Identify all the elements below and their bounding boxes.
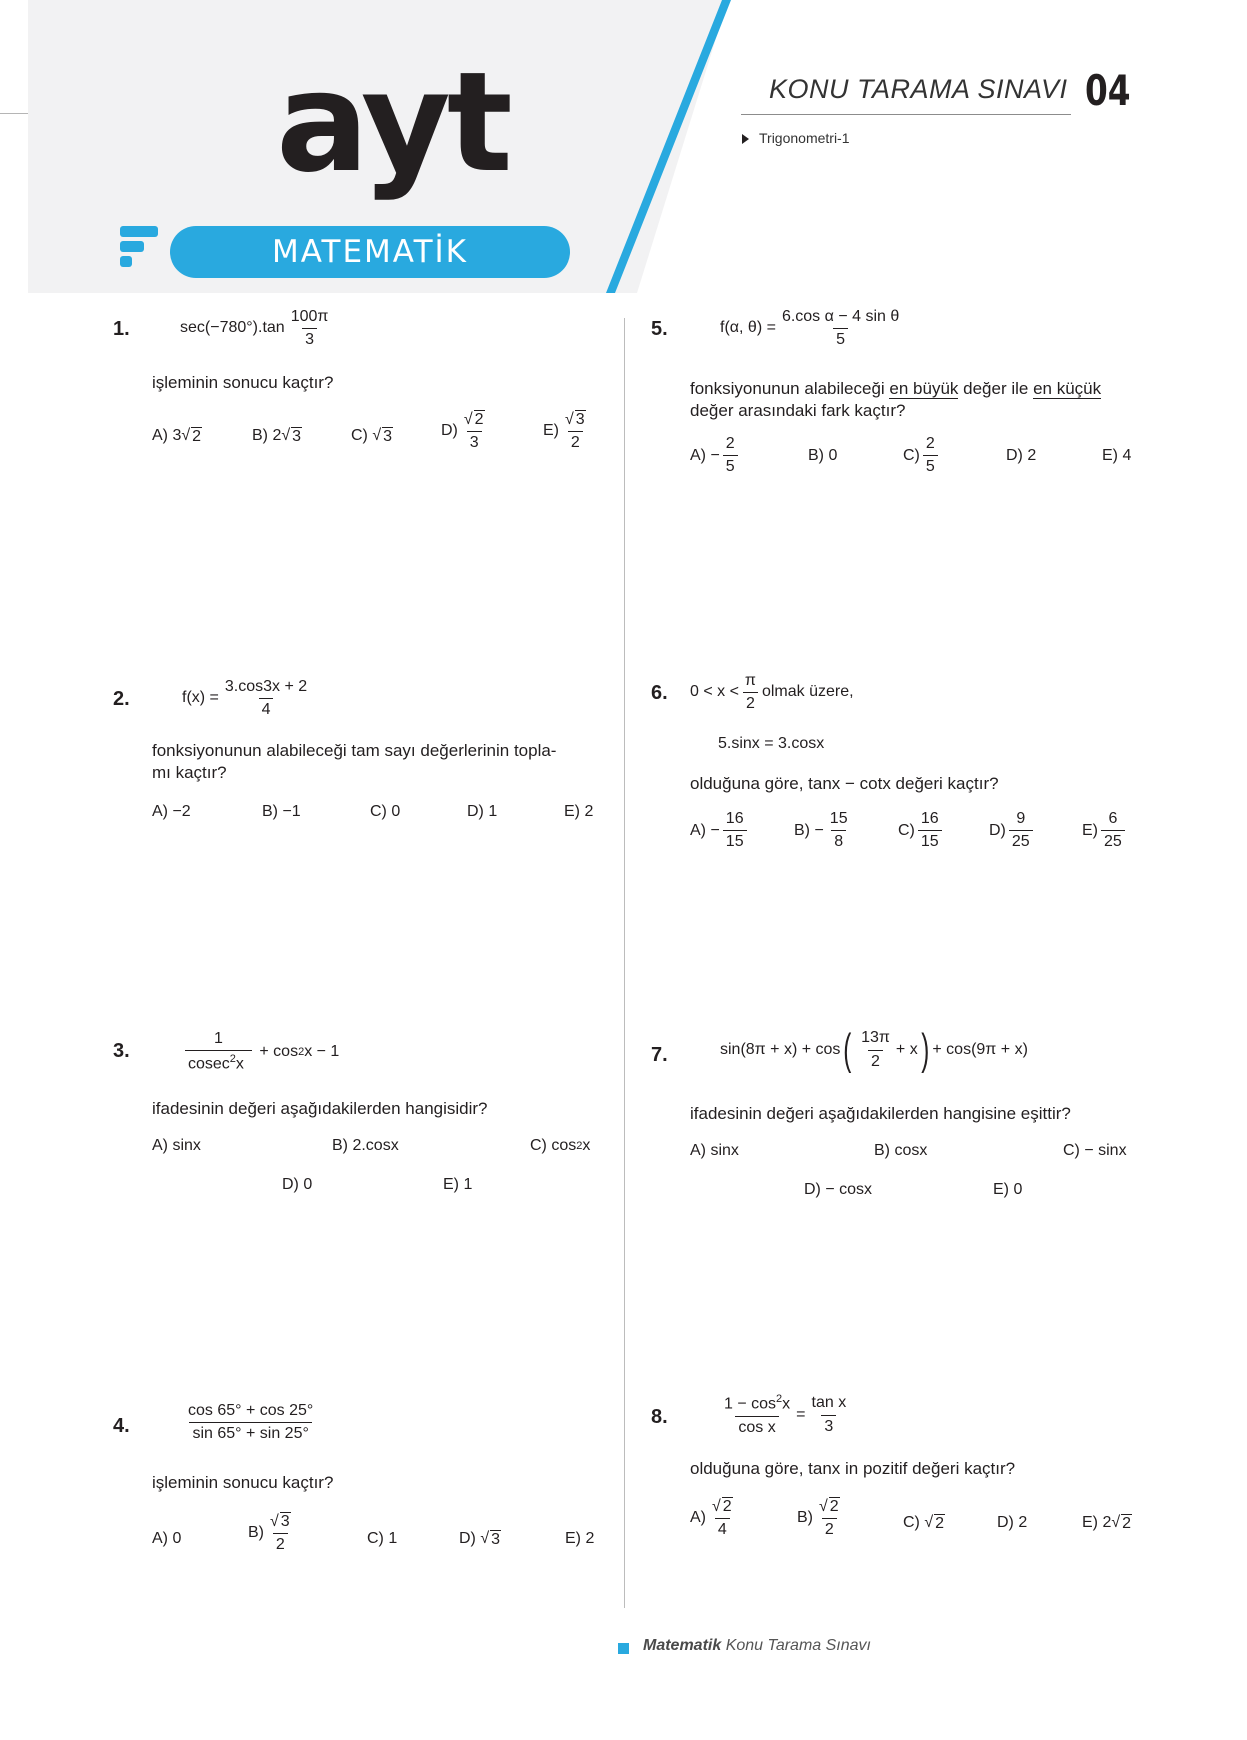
option-c[interactable]: C) $\frac{16}{15}$: [898, 810, 945, 852]
question-number: 8.: [651, 1406, 668, 1428]
option-a[interactable]: A) − $\frac{16}{15}$: [690, 810, 750, 852]
option-c[interactable]: C) 1: [367, 1530, 398, 1547]
right-paren-icon: ): [921, 1025, 930, 1074]
footer-caption: Matematik Konu Tarama Sınavı: [643, 1637, 871, 1654]
option-d[interactable]: D) $\frac{√ 2}{3}$: [441, 411, 484, 452]
option-a[interactable]: A) 0: [152, 1530, 182, 1547]
question-number: 1.: [113, 318, 130, 340]
question-text: ifadesinin değeri aşağıdakilerden hangisine eşittir?: [690, 1104, 1071, 1123]
option-a[interactable]: A) $\frac{√ 2}{4}$: [690, 1498, 732, 1539]
option-b[interactable]: B) − $\frac{15}{8}$: [794, 810, 848, 851]
option-b[interactable]: B) −1: [262, 803, 301, 820]
ayt-logo: ayt: [276, 42, 509, 203]
option-a[interactable]: A) − $\frac{2}{5}$: [690, 435, 741, 477]
question-condition: 0 < x < $\frac{\pi}{2}$ olmak üzere,: [690, 672, 854, 713]
exam-title-rule: [741, 114, 1071, 115]
option-e[interactable]: E) 0: [993, 1181, 1023, 1198]
topic-label: Trigonometri-1: [742, 130, 850, 146]
option-c[interactable]: C) $\frac{2}{5}$: [903, 435, 941, 477]
option-a[interactable]: A) 3 √ 2: [152, 427, 202, 445]
option-d[interactable]: D) − cosx: [804, 1181, 873, 1198]
option-d[interactable]: D) 2: [997, 1514, 1028, 1531]
option-a[interactable]: A) −2: [152, 803, 191, 820]
option-d[interactable]: D) $\frac{9}{25}$: [989, 810, 1036, 852]
option-e[interactable]: E) 2 √ 2: [1082, 1514, 1132, 1532]
option-c[interactable]: C) − sinx: [1063, 1142, 1127, 1159]
question-number: 6.: [651, 682, 668, 704]
subject-banner: MATEMATİK: [170, 226, 570, 278]
question-number: 3.: [113, 1040, 130, 1062]
left-paren-icon: (: [843, 1025, 852, 1074]
option-b[interactable]: B) 2 √ 3: [252, 427, 302, 445]
option-b[interactable]: B) $\frac{√ 2}{2}$: [797, 1498, 839, 1539]
option-c[interactable]: C) √ 2: [903, 1514, 945, 1532]
question-equation: 5.sinx = 3.cosx: [718, 735, 825, 752]
question-text: ifadesinin değeri aşağıdakilerden hangisidir?: [152, 1099, 488, 1118]
question-number: 2.: [113, 688, 130, 710]
question-expression: f(α, θ) = $\frac{\text{6.cos α − 4 sin θ}}{5}$: [720, 308, 900, 349]
option-d[interactable]: D) √ 3: [459, 1530, 501, 1548]
option-e[interactable]: E) 1: [443, 1176, 473, 1193]
option-b[interactable]: B) 2.cosx: [332, 1137, 399, 1154]
option-d[interactable]: D) 0: [282, 1176, 313, 1193]
question-text: fonksiyonunun alabileceği tam sayı değerlerinin topla- mı kaçtır?: [152, 741, 557, 783]
footer-square-icon: [618, 1643, 629, 1654]
question-number: 5.: [651, 318, 668, 340]
question-number: 7.: [651, 1044, 668, 1066]
question-text: işleminin sonucu kaçtır?: [152, 373, 334, 392]
option-c[interactable]: C) √ 3: [351, 427, 393, 445]
question-number: 4.: [113, 1415, 130, 1437]
column-divider: [624, 318, 625, 1608]
option-b[interactable]: B) $\frac{√ 3}{2}$: [248, 1513, 290, 1554]
exam-title: KONU TARAMA SINAVI: [769, 74, 1068, 104]
option-b[interactable]: B) 0: [808, 447, 838, 464]
question-expression: sec(−780°).tan $\frac{100\pi}{3}$: [180, 308, 329, 349]
option-a[interactable]: A) sinx: [690, 1142, 739, 1159]
header-left-rule: [0, 113, 28, 114]
question-expression: $\frac{\cos 65^\circ + \cos 25^\circ}{\sin 65^\circ + \sin 25^\circ}$: [188, 1402, 314, 1443]
question-expression: sin(8π + x) + cos ( $\frac{13\pi}{2}$ + x ) + cos(9π + x): [720, 1025, 1028, 1074]
question-expression: f(x) = $\frac{3.\cos 3x + 2}{4}$: [182, 678, 308, 719]
option-e[interactable]: E) 4: [1102, 447, 1132, 464]
option-e[interactable]: E) 2: [565, 1530, 595, 1547]
triangle-bullet-icon: [742, 134, 749, 144]
option-b[interactable]: B) cosx: [874, 1142, 928, 1159]
option-d[interactable]: D) 1: [467, 803, 498, 820]
question-text: işleminin sonucu kaçtır?: [152, 1473, 334, 1492]
question-expression: $\frac{1}{cosec^2x}$ + cos 2 x − 1: [182, 1030, 339, 1074]
option-a[interactable]: A) sinx: [152, 1137, 201, 1154]
exam-number: 04: [1085, 66, 1131, 115]
option-e[interactable]: E) 2: [564, 803, 594, 820]
option-e[interactable]: E) $\frac{6}{25}$: [1082, 810, 1128, 852]
question-text: olduğuna göre, tanx − cotx değeri kaçtır?: [690, 774, 999, 793]
question-expression: $\frac{1 - \cos^2x}{\text{cos x}}$ = $\frac{\text{tan x}}{3}$: [724, 1393, 847, 1436]
option-e[interactable]: E) $\frac{√ 3}{2}$: [543, 411, 585, 452]
option-d[interactable]: D) 2: [1006, 447, 1037, 464]
option-c[interactable]: C) cos 2 x: [530, 1137, 591, 1154]
question-text: fonksiyonunun alabileceği en büyük değer ile en küçük değer arasındaki fark kaçtır?: [690, 379, 1102, 421]
question-text: olduğuna göre, tanx in pozitif değeri kaçtır?: [690, 1459, 1016, 1478]
option-c[interactable]: C) 0: [370, 803, 401, 820]
